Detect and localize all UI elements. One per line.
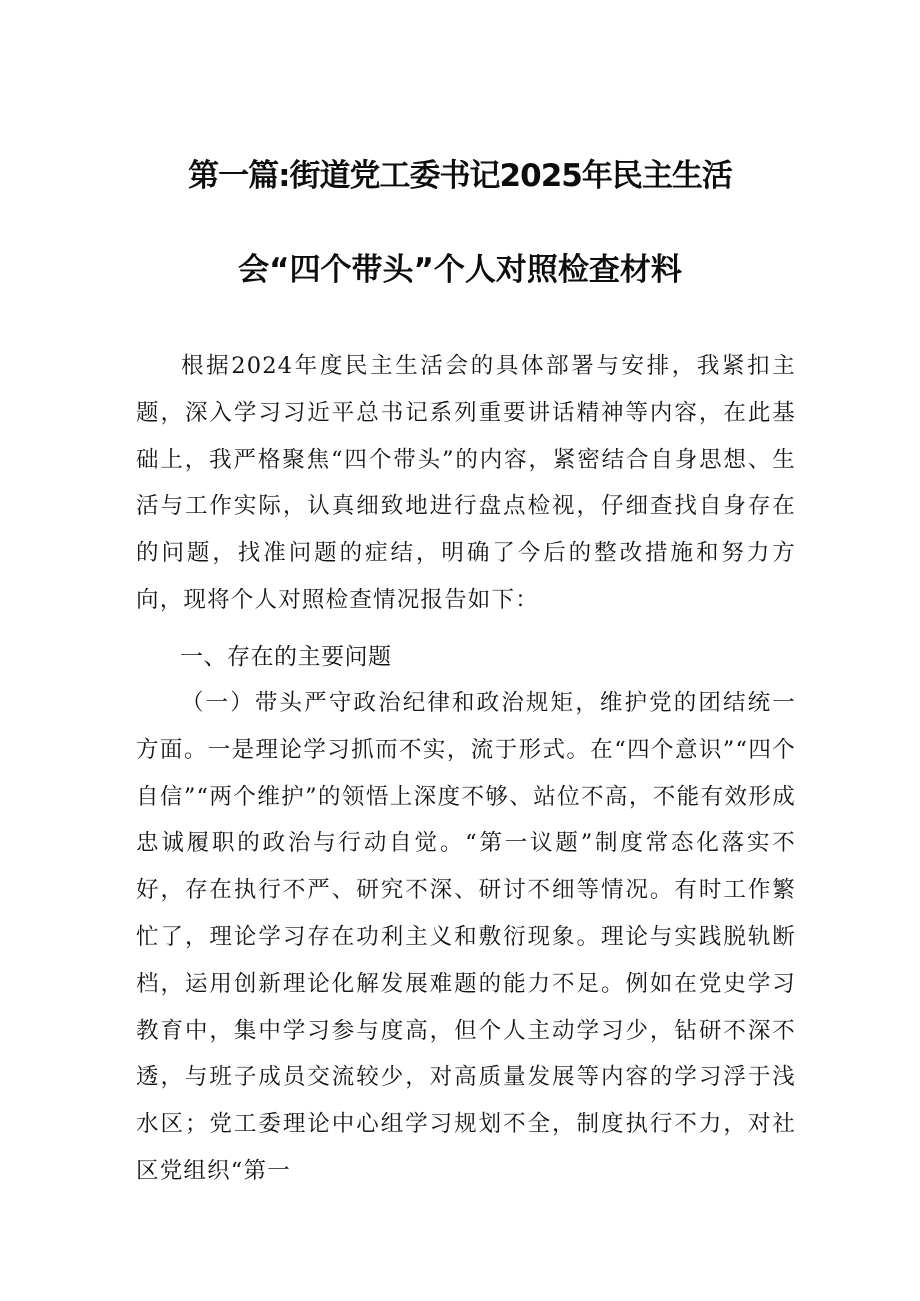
intro-paragraph: 根据2024年度民主生活会的具体部署与安排，我紧扣主题，深入学习习近平总书记系列重要讲话精神等内容，在此基础上，我严格聚焦“四个带头”的内容，紧密结合自身思想、生活与工作实际，认真细致地进行盘点检视，仔细查找自身存在的问题，找准问题的症结，明确了今后的整改措施和努力方向，现将个人对照检查情况报告如下：	[136, 353, 796, 613]
document-title-line-1: 第一篇:街道党工委书记2025年民主生活	[188, 158, 732, 194]
document-title-line-2: 会“四个带头”个人对照检查材料	[238, 252, 682, 288]
section-heading: 一、存在的主要问题	[180, 644, 392, 670]
section-paragraph: （一）带头严守政治纪律和政治规矩，维护党的团结统一方面。一是理论学习抓而不实，流于形式。在“四个意识”“四个自信”“两个维护”的领悟上深度不够、站位不高，不能有效形成忠诚履职的政治与行动自觉。“第一议题”制度常态化落实不好，存在执行不严、研究不深、研讨不细等情况。有时工作繁忙了，理论学习存在功利主义和敷衍现象。理论与实践脱轨断档，运用创新理论化解发展难题的能力不足。例如在党史学习教育中，集中学习参与度高，但个人主动学习少，钻研不深不透，与班子成员交流较少，对高质量发展等内容的学习浮于浅水区；党工委理论中心组学习规划不全，制度执行不力，对社区党组织“第一	[136, 690, 796, 1184]
